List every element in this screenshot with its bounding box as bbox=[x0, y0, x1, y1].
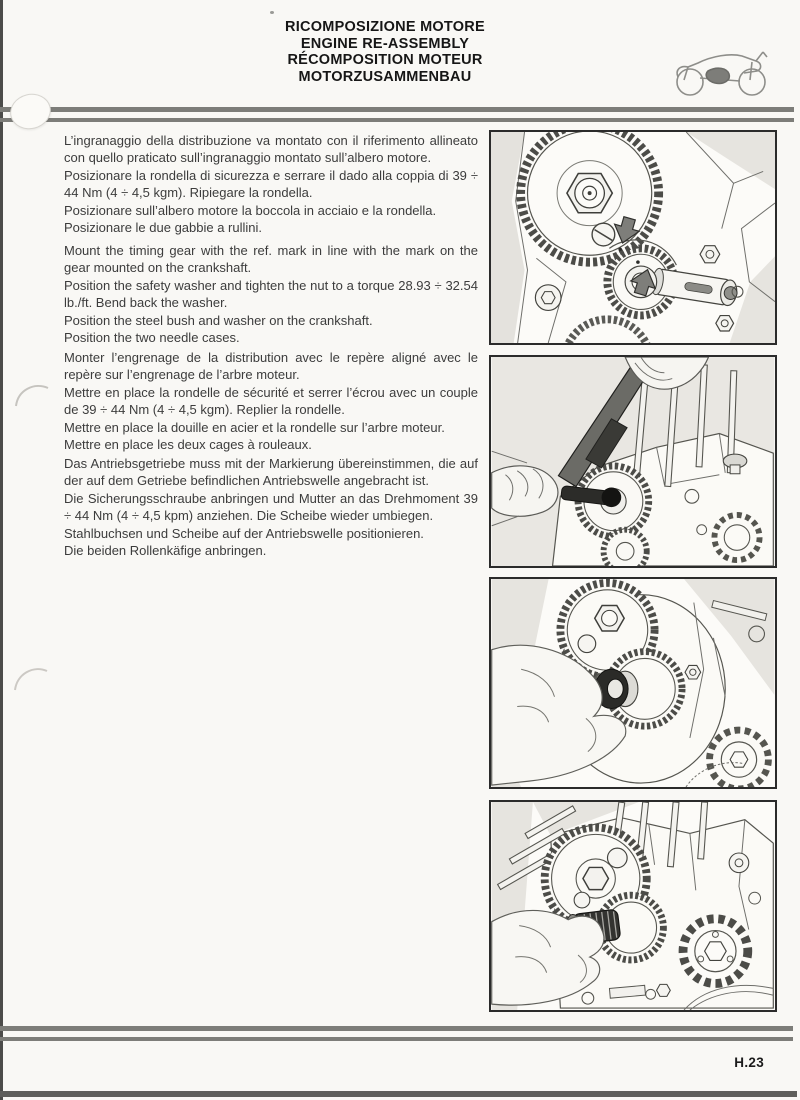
section-french bbox=[64, 349, 478, 453]
title-french: RÉCOMPOSITION MOTEUR bbox=[287, 52, 483, 68]
paragraph: Monter l’engrenage de la distribution avec le repère aligné avec le repère sur l’engrenage de l’arbre moteur. bbox=[64, 350, 478, 383]
paragraph: Mount the timing gear with the ref. mark in line with the mark on the gear mounted on the crankshaft. bbox=[64, 243, 478, 276]
paragraph: Posizionare la rondella di sicurezza e serrare il dado alla coppia di 39 ÷ 44 Nm (4 ÷ 4,5 kgm). Ripiegare la rondella. bbox=[64, 167, 478, 201]
paragraph: Posizionare le due gabbie a rullini. bbox=[64, 220, 263, 236]
paragraph: Das Antriebsgetriebe muss mit der Markierung übereinstimmen, die auf der auf dem Getriebe befindlichen Antriebswelle angebracht ist. bbox=[64, 456, 478, 489]
paragraph: Position the two needle cases. bbox=[64, 330, 240, 346]
page-title bbox=[0, 19, 770, 85]
motorcycle-icon bbox=[668, 38, 772, 98]
page-curl-mark bbox=[10, 660, 50, 694]
header-rule-2 bbox=[0, 118, 794, 123]
figure-timing-gear-alignment bbox=[489, 130, 777, 345]
paragraph: Posizionare sull’albero motore la boccola in acciaio e la rondella. bbox=[64, 202, 437, 218]
scan-edge-bottom bbox=[0, 1091, 797, 1097]
footer-rule-2 bbox=[0, 1037, 793, 1042]
steel-bush-illustration bbox=[491, 579, 775, 787]
section-italian bbox=[64, 132, 478, 236]
paragraph: Die beiden Rollenkäfige anbringen. bbox=[64, 543, 267, 559]
page-number: H.23 bbox=[734, 1055, 764, 1070]
timing-gear-alignment-illustration bbox=[491, 132, 775, 343]
paragraph: Position the safety washer and tighten the nut to a torque 28.93 ÷ 32.54 lb./ft. Bend back the washer. bbox=[64, 277, 478, 311]
torque-wrench-illustration bbox=[491, 357, 775, 566]
punch-hole bbox=[6, 90, 54, 134]
paragraph: Die Sicherungsschraube anbringen und Mutter an das Drehmoment 39 ÷ 44 Nm (4 ÷ 4,5 kpm) anziehen. Die Scheibe wieder umbiegen. bbox=[64, 490, 478, 524]
header-rule-1 bbox=[0, 107, 794, 112]
footer-rule-1 bbox=[0, 1026, 793, 1031]
title-german: MOTORZUSAMMENBAU bbox=[298, 68, 472, 85]
paragraph: Position the steel bush and washer on the crankshaft. bbox=[64, 312, 373, 328]
title-english: ENGINE RE-ASSEMBLY bbox=[300, 35, 470, 52]
page-curl-mark bbox=[10, 378, 50, 412]
paragraph: L’ingranaggio della distribuzione va montato con il riferimento allineato con quello praticato sull’ingranaggio montato sull’albero motore. bbox=[64, 133, 478, 166]
scan-speck bbox=[270, 11, 274, 14]
section-german bbox=[64, 455, 478, 559]
scan-edge-left bbox=[0, 0, 3, 1100]
section-english bbox=[64, 242, 478, 346]
figure-torque-wrench bbox=[489, 355, 777, 568]
paragraph: Stahlbuchsen und Scheibe auf der Antriebswelle positionieren. bbox=[64, 525, 424, 541]
needle-cage-illustration bbox=[491, 802, 775, 1010]
paragraph: Mettre en place la douille en acier et la rondelle sur l’arbre moteur. bbox=[64, 419, 445, 435]
figure-needle-cages bbox=[489, 800, 777, 1012]
paragraph: Mettre en place la rondelle de sécurité et serrer l’écrou avec un couple de 39 ÷ 44 Nm (4 ÷ 4,5 kgm). Replier la rondelle. bbox=[64, 384, 478, 418]
paragraph: Mettre en place les deux cages à rouleaux. bbox=[64, 437, 312, 453]
figure-steel-bush bbox=[489, 577, 777, 789]
title-italian: RICOMPOSIZIONE MOTORE bbox=[285, 19, 485, 35]
